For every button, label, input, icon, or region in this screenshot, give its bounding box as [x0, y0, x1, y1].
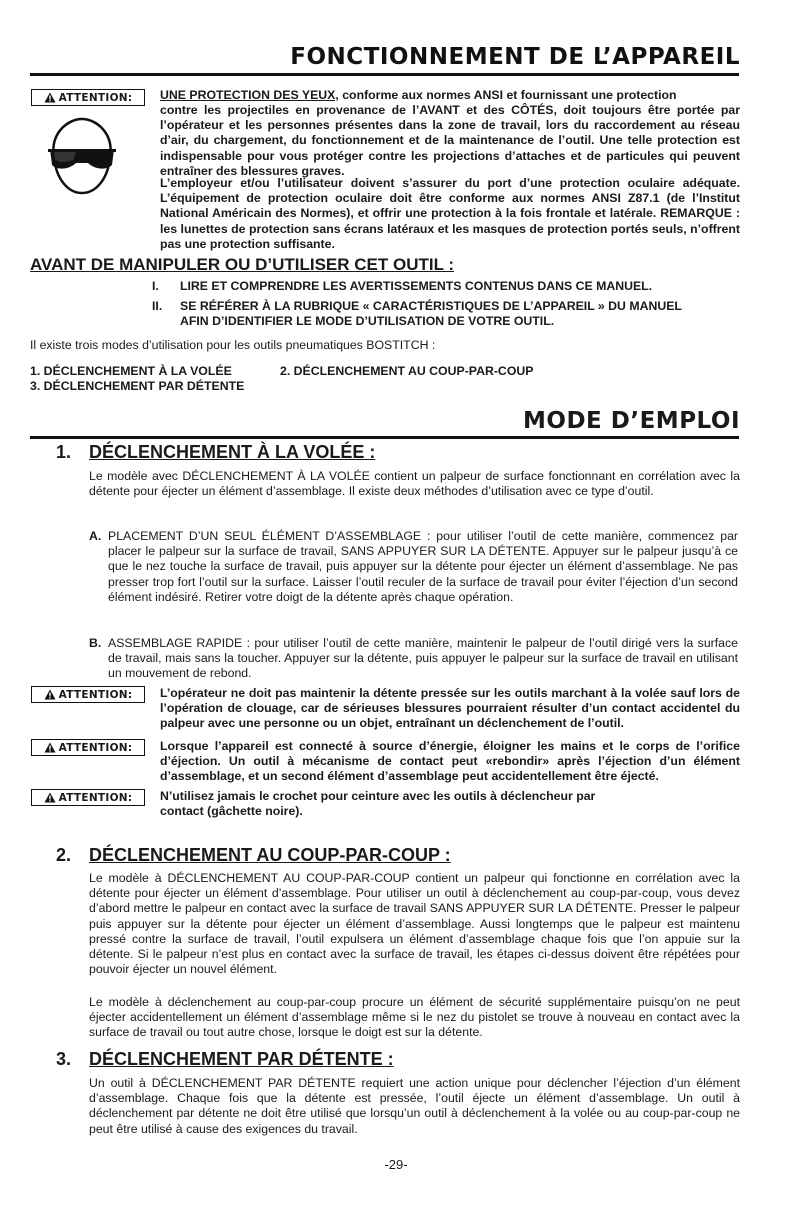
section-3-num: 3. [56, 1049, 72, 1069]
section-2-paragraph-2: Le modèle à déclenchement au coup-par-coup procure un élément de sécurité supplémentaire puisqu’on ne peut éjecter accidentellement un élément d’assemblage même si le nez du pistolet se trouve à nouveau en contact avec la surface de travail ou tout autre chose, lorsque le doigt est sur la détente. [89, 995, 740, 1040]
before-use-item-2-line2: AFIN D’IDENTIFIER LE MODE D’UTILISATION DE VOTRE OUTIL. [180, 314, 555, 328]
section-2-title [89, 845, 451, 866]
section-3-title-text: DÉCLENCHEMENT PAR DÉTENTE : [89, 1049, 394, 1069]
section-2-paragraph-1: Le modèle à DÉCLENCHEMENT AU COUP-PAR-COUP contient un palpeur qui fonctionne en corrélation avec la détente pour éjecter un élément d’assemblage. Pour utiliser un outil à déclenchement au coup-par-coup, vous devez d’abord mettre le palpeur en contact avec la surface de travail SANS APPUYER SUR LA DÉTENTE. Presser le palpeur puis appuyer sur la détente pour éjecter un élément d’assemblage. Aussi longtemps que le palpeur est maintenu pressé contre la surface de travail, l’outil expulsera un élément d’assemblage chaque fois que l’on appuie sur la détente. Si le palpeur n’est plus en contact avec la surface de travail, les étapes ci-dessus doivent être répétées pour pouvoir éjecter un nouvel élément. [89, 871, 740, 977]
mode-1: 1. DÉCLENCHEMENT À LA VOLÉE [30, 364, 232, 378]
mode-title: MODE D’EMPLOI [523, 408, 740, 434]
mode-3: 3. DÉCLENCHEMENT PAR DÉTENTE [30, 379, 245, 393]
section-1-intro: Le modèle avec DÉCLENCHEMENT À LA VOLÉE contient un palpeur de surface fonctionnant en corrélation avec la détente pour éjecter un élément d’assemblage. Il existe deux méthodes d’utilisation avec ce type d’outil. [89, 469, 740, 499]
page-title: FONCTIONNEMENT DE L’APPAREIL [290, 44, 740, 70]
section-2-title-text: DÉCLENCHEMENT AU COUP-PAR-COUP : [89, 845, 451, 865]
section-1-warning-3: N’utilisez jamais le crochet pour ceinture avec les outils à déclencheur par contact (gâchette noire). [160, 789, 596, 819]
section-3-paragraph-1: Un outil à DÉCLENCHEMENT PAR DÉTENTE requiert une action unique pour déclencher l’éjection d’un élément d’assemblage. Chaque fois que la détente est pressée, l’outil éjecte un élément d’assemblage. Un outil à déclenchement par détente ne doit être utilisé que lorsqu’un outil à déclenchement à la volée ou au coup-par-coup ne peut être utilisé à cause des exigences du travail. [89, 1076, 740, 1136]
section-1-a-label: A. [89, 529, 102, 543]
warning-triangle-icon [44, 792, 56, 803]
attention-label: ATTENTION: [58, 741, 133, 754]
section-3-title [89, 1049, 394, 1070]
attention-badge [31, 686, 145, 703]
before-use-item-1: LIRE ET COMPRENDRE LES AVERTISSEMENTS CONTENUS DANS CE MANUEL. [180, 279, 653, 293]
eye-warning-line1-rest: conforme aux normes ANSI et fournissant une protection [338, 88, 677, 102]
eye-warning-line1 [160, 88, 740, 103]
attention-label: ATTENTION: [58, 688, 133, 701]
eye-warning-body: contre les projectiles en provenance de l’AVANT et des CÔTÉS, doit toujours être portée par l’opérateur et les personnes présentes dans la zone de travail, lors du raccordement au réseau d’air, du chargement, du fonctionnement et de la maintenance de l’outil. Une telle protection est indispensable pour vous protéger contre les projections d’attaches et de particules qui peuvent entraîner des blessures graves. [160, 103, 740, 178]
before-use-item-2-num: II. [152, 299, 163, 313]
section-1-b-text: ASSEMBLAGE RAPIDE : pour utiliser l’outil de cette manière, maintenir le palpeur de l’outil dirigé vers la surface de travail, mais sans la toucher. Appuyer sur la détente, puis appuyer le palpeur sur la surface de travail en utilisant un mouvement de rebond. [108, 636, 738, 681]
section-1-warning-2: Lorsque l’appareil est connecté à source d’énergie, éloigner les mains et le corps de l’orifice d’éjection. Un outil à mécanisme de contact peut «rebondir» après l’éjection d’un élément d’assemblage, et un second élément d’assemblage peut accidentellement être éjecté. [160, 739, 740, 784]
attention-badge [31, 789, 145, 806]
section-1-title-text: DÉCLENCHEMENT À LA VOLÉE : [89, 442, 376, 462]
page-number: -29- [384, 1157, 408, 1172]
before-use-item-2-line1: SE RÉFÉRER À LA RUBRIQUE « CARACTÉRISTIQUES DE L’APPAREIL » DU MANUEL [180, 299, 682, 313]
section-2-num: 2. [56, 845, 72, 865]
attention-badge [31, 739, 145, 756]
section-1-title [89, 442, 375, 463]
section-1-b-label: B. [89, 636, 102, 650]
attention-badge [31, 89, 145, 106]
warning-triangle-icon [44, 689, 56, 700]
warning-triangle-icon [44, 742, 56, 753]
section-1-warning-1: L’opérateur ne doit pas maintenir la détente pressée sur les outils marchant à la volée sauf lors de l’opération de clouage, car de sérieuses blessures pourraient résulter d’un contact accidentel du palpeur avec une personne ou un objet, entraînant un déclenchement de l’outil. [160, 686, 740, 731]
safety-goggles-icon [46, 113, 118, 197]
before-use-heading-text: AVANT DE MANIPULER OU D’UTILISER CET OUTIL : [30, 255, 455, 274]
warning-triangle-icon [44, 92, 56, 103]
employer-warning: L’employeur et/ou l’utilisateur doivent s’assurer du port d’une protection oculaire adéquate. L’équipement de protection oculaire doit être conforme aux normes ANSI Z87.1 (de l’Institut National Américain des Normes), et offrir une protection à la fois frontale et latérale. REMARQUE : les lunettes de protection sans écrans latéraux et les masques de protection portés seuls, n’offrent pas une protection suffisante. [160, 176, 740, 251]
section-1-num: 1. [56, 442, 72, 462]
attention-label: ATTENTION: [58, 791, 133, 804]
mode-2: 2. DÉCLENCHEMENT AU COUP-PAR-COUP [280, 364, 534, 378]
before-use-heading [30, 255, 454, 275]
attention-label: ATTENTION: [58, 91, 133, 104]
eye-warning-lead: UNE PROTECTION DES YEUX, [160, 88, 339, 102]
mode-rule [30, 436, 739, 439]
title-rule [30, 73, 739, 76]
before-use-item-1-num: I. [152, 279, 159, 293]
section-1-a-text: PLACEMENT D’UN SEUL ÉLÉMENT D’ASSEMBLAGE : pour utiliser l’outil de cette manière, commencez par placer le palpeur sur la surface de travail, SANS APPUYER SUR LA DÉTENTE. Appuyer sur le palpeur jusqu’à ce que le nez touche la surface de travail, puis appuyer sur la détente pour éjecter un élément d’assemblage. Ne pas presser trop fort l’outil sur la surface. Laisser l’outil reculer de la surface de travail pour éviter l’éjection d’un second élément indésiré. Retirer votre doigt de la détente après chaque opération. [108, 529, 738, 604]
modes-intro: Il existe trois modes d’utilisation pour les outils pneumatiques BOSTITCH : [30, 338, 436, 352]
